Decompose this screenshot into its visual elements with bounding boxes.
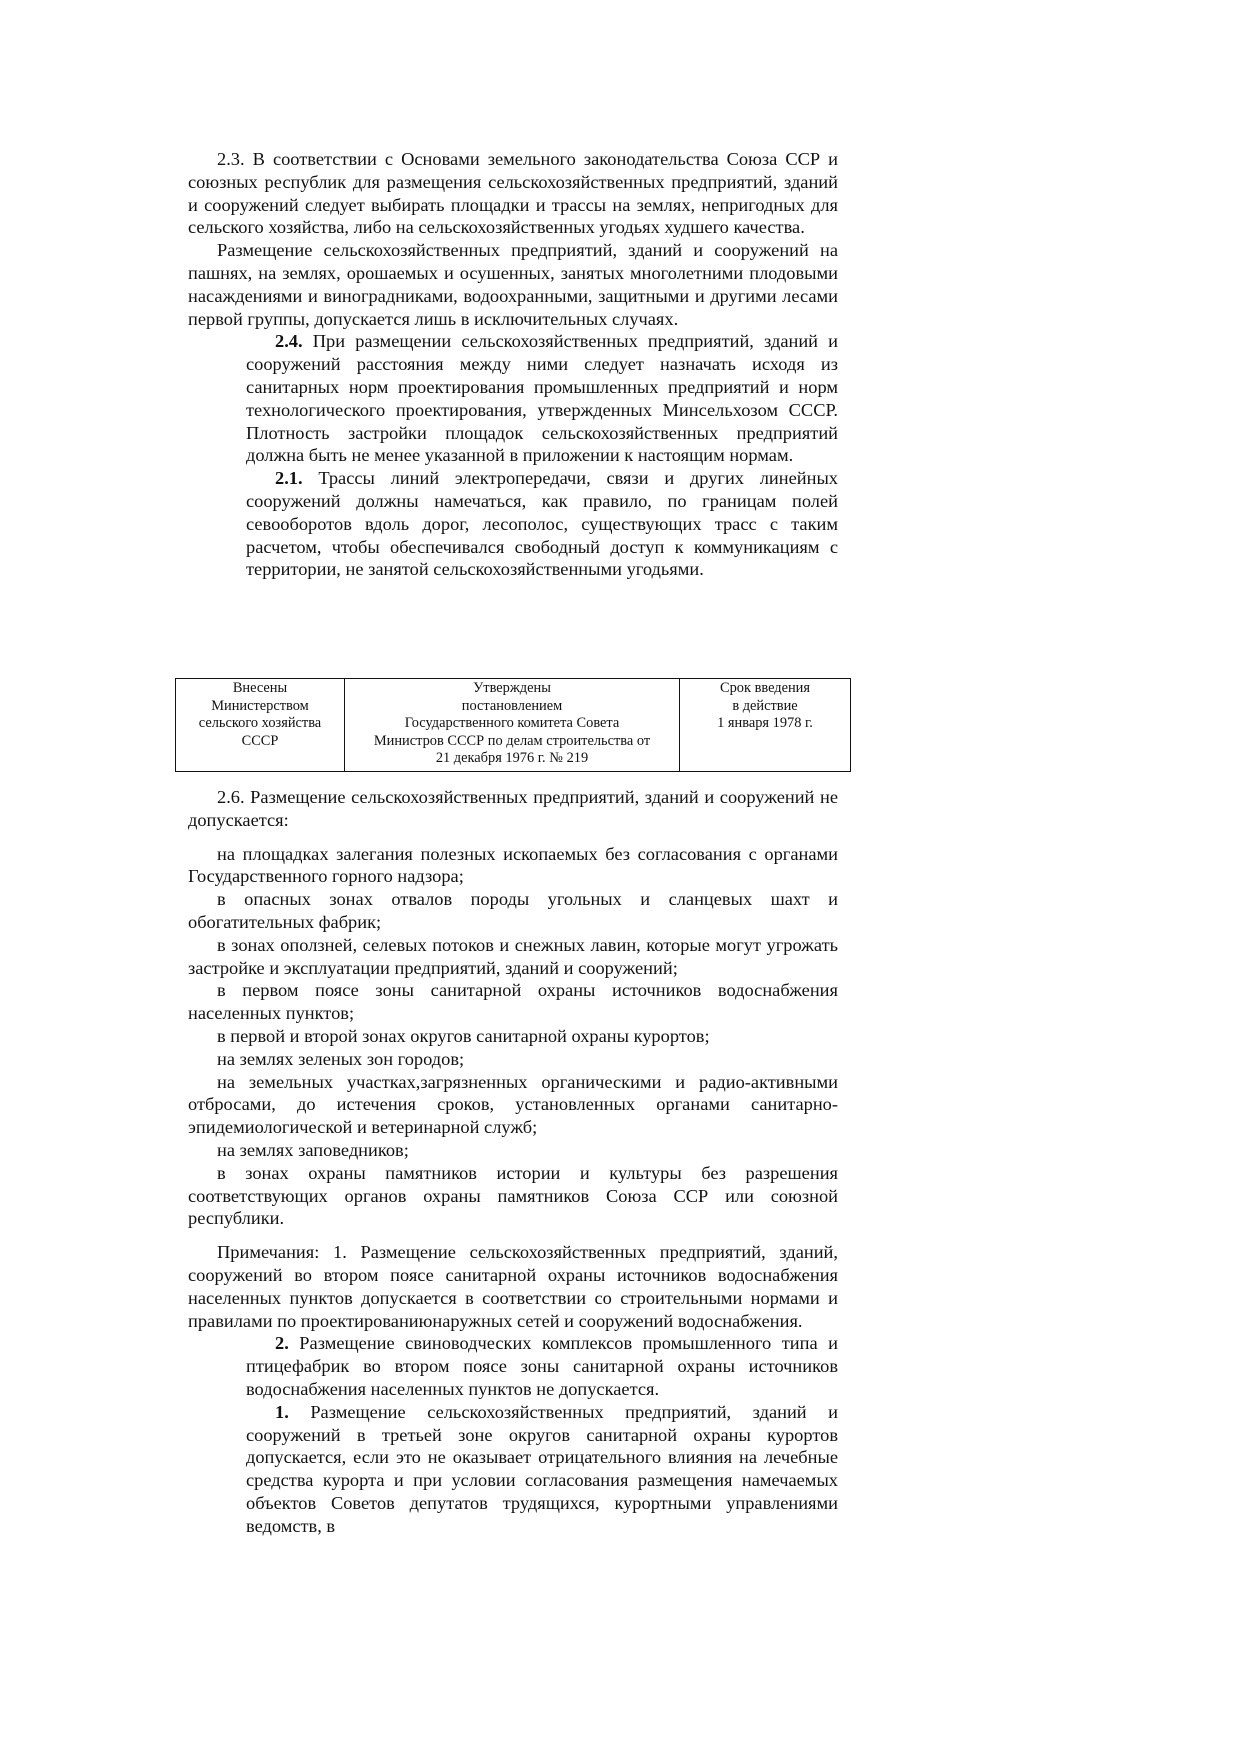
- approved-line: Министров СССР по делам строительства от: [373, 732, 651, 749]
- approval-box: [175, 678, 851, 772]
- restriction-item: в опасных зонах отвалов породы угольных и сланцевых шахт и обогатительных фабрик;: [188, 889, 838, 932]
- approved-by-cell: [345, 679, 680, 772]
- section-2-1: [246, 467, 838, 581]
- restriction-item: на землях зеленых зон городов;: [217, 1048, 465, 1069]
- approved-line: 21 декабря 1976 г. № 219: [435, 750, 589, 767]
- note-3-number: 1.: [275, 1401, 289, 1422]
- restriction-item: на площадках залегания полезных ископаемых без согласования с органами Государственного горного надзора;: [188, 843, 838, 887]
- effective-line: Срок введения: [719, 680, 810, 696]
- restriction-item: на земельных участках,загрязненных органическими и радио-активными отбросами, до истечения сроков, установленных органами санитарно-эпидемиологической и ветеринарной служб;: [188, 1071, 838, 1138]
- effective-line: 1 января 1978 г.: [717, 715, 813, 732]
- restriction-item: в первой и второй зонах округов санитарной охраны курортов;: [217, 1025, 710, 1046]
- section-2-6-intro: 2.6. Размещение сельскохозяйственных предприятий, зданий и сооружений не допускается:: [188, 787, 838, 830]
- approved-line: Утверждены: [473, 680, 551, 696]
- effective-date-cell: [680, 679, 851, 772]
- approved-line: Государственного комитета Совета: [404, 715, 620, 732]
- restriction-item: на землях заповедников;: [217, 1139, 409, 1160]
- approved-line: постановлением: [461, 697, 563, 714]
- note-2-text: Размещение свиноводческих комплексов промышленного типа и птицефабрик во втором поясе зоны санитарной охраны источников водоснабжения населенных пунктов не допускается.: [246, 1333, 838, 1399]
- introduced-line: СССР: [241, 732, 279, 749]
- section-2-3-paragraph-1: 2.3. В соответствии с Основами земельного законодательства Союза ССР и союзных республик для размещения сельскохозяйственных предприятий, зданий и сооружений следует выбирать площадки и трассы на землях, непригодных для сельского хозяйства, либо на сельскохозяйственных угодьях худшего качества.: [188, 149, 838, 238]
- section-2-4-text: При размещении сельскохозяйственных предприятий, зданий и сооружений расстояния между ними следует назначать исходя из санитарных норм проектирования промышленных предприятий и норм технологического проектирования, утвержденных Минсельхозом СССР. Плотность застройки площадок сельскохозяйственных предприятий должна быть не менее указанной в приложении к настоящим нормам.: [246, 331, 838, 466]
- restriction-item: в зонах оползней, селевых потоков и снежных лавин, которые могут угрожать застройке и эксплуатации предприятий, зданий и сооружений;: [188, 934, 838, 978]
- introduced-line: сельского хозяйства: [198, 715, 322, 732]
- note-2-number: 2.: [275, 1333, 289, 1354]
- note-3-text: Размещение сельскохозяйственных предприятий, зданий и сооружений в третьей зоне округов санитарной охраны курортов допускается, если это не оказывает отрицательного влияния на лечебные средства курорта и при условии согласования размещения намечаемых объектов Советов депутатов трудящихся, курортными управлениями ведомств, в: [246, 1401, 838, 1536]
- introduced-by-cell: [176, 679, 345, 772]
- note-2: [246, 1332, 838, 1400]
- section-2-1-text: Трассы линий электропередачи, связи и других линейных сооружений должны намечаться, как правило, по границам полей севооборотов вдоль дорог, лесополос, существующих трасс с таким расчетом, чтобы обеспечивался свободный доступ к коммуникациям с территории, не занятой сельскохозяйственными угодьями.: [246, 468, 838, 580]
- note-3: [246, 1401, 838, 1538]
- upper-text-block: [188, 148, 838, 581]
- restriction-item: в первом поясе зоны санитарной охраны источников водоснабжения населенных пунктов;: [188, 980, 838, 1024]
- section-2-4-number: 2.4.: [275, 331, 303, 352]
- effective-line: в действие: [732, 697, 798, 714]
- section-2-1-number: 2.1.: [275, 468, 303, 489]
- section-2-4: [246, 330, 838, 467]
- note-1: Примечания: 1. Размещение сельскохозяйственных предприятий, зданий, сооружений во втором поясе санитарной охраны источников водоснабжения населенных пунктов допускается в соответствии со строительными нормами и правилами по проектированиюнаружных сетей и сооружений водоснабжения.: [188, 1242, 838, 1331]
- introduced-line: Министерством: [211, 697, 309, 714]
- lower-text-block: [188, 786, 838, 1538]
- introduced-line: Внесены: [232, 680, 288, 696]
- restriction-item: в зонах охраны памятников истории и культуры без разрешения соответствующих органов охраны памятников Союза ССР или союзной республики.: [188, 1162, 838, 1229]
- section-2-3-paragraph-2: Размещение сельскохозяйственных предприятий, зданий и сооружений на пашнях, на землях, орошаемых и осушенных, занятых многолетними плодовыми насаждениями и виноградниками, водоохранными, защитными и другими лесами первой группы, допускается лишь в исключительных случаях.: [188, 240, 838, 329]
